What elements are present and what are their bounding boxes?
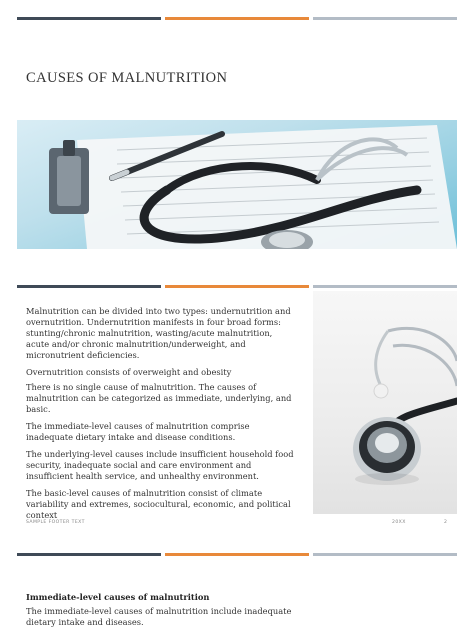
section-paragraph: The immediate-level causes of malnutrition include inadequate dietary intake and diseases. (26, 606, 292, 627)
stethoscope-clipboard-image (17, 120, 457, 249)
stethoscope-photo-side (313, 291, 457, 514)
accent-bar-gray (313, 17, 457, 20)
accent-bar-orange (165, 553, 309, 556)
footer-text: SAMPLE FOOTER TEXT (26, 520, 85, 525)
accent-bar-dark (17, 285, 161, 288)
paragraph: The basic-level causes of malnutrition consist of climate variability and extremes, sociocultural, economic, and political context (26, 488, 291, 520)
accent-bar-dark (17, 17, 161, 20)
page-number: 2 (444, 520, 448, 525)
accent-bar-orange (165, 17, 309, 20)
slide-title: CAUSES OF MALNUTRITION (26, 70, 228, 86)
accent-bar-orange (165, 285, 309, 288)
accent-bar-gray (313, 285, 457, 288)
paragraph: Malnutrition can be divided into two types: undernutrition and overnutrition. Undernutrition manifests in four broad forms: stunting/chronic malnutrition, wasting/acute malnutrition, acute and/or chronic malnutrition/underweight, and micronutrient deficiencies. (26, 306, 291, 360)
accent-bar-dark (17, 553, 161, 556)
paragraph: The immediate-level causes of malnutrition comprise inadequate dietary intake and disease conditions. (26, 421, 250, 442)
malnutrition-causes-text (26, 382, 298, 527)
malnutrition-types-text (26, 306, 298, 384)
stethoscope-image (313, 291, 457, 514)
paragraph: The underlying-level causes include insufficient household food security, inadequate social and care environment and insufficient health service, and unhealthy environment. (26, 449, 294, 481)
section-heading: Immediate-level causes of malnutrition (26, 592, 210, 602)
paragraph: There is no single cause of malnutrition. The causes of malnutrition can be categorized as immediate, underlying, and basic. (26, 382, 292, 414)
footer-year: 20XX (392, 520, 406, 525)
stethoscope-photo-wide (17, 120, 457, 249)
accent-bar-gray (313, 553, 457, 556)
paragraph: Overnutrition consists of overweight and obesity (26, 367, 232, 377)
